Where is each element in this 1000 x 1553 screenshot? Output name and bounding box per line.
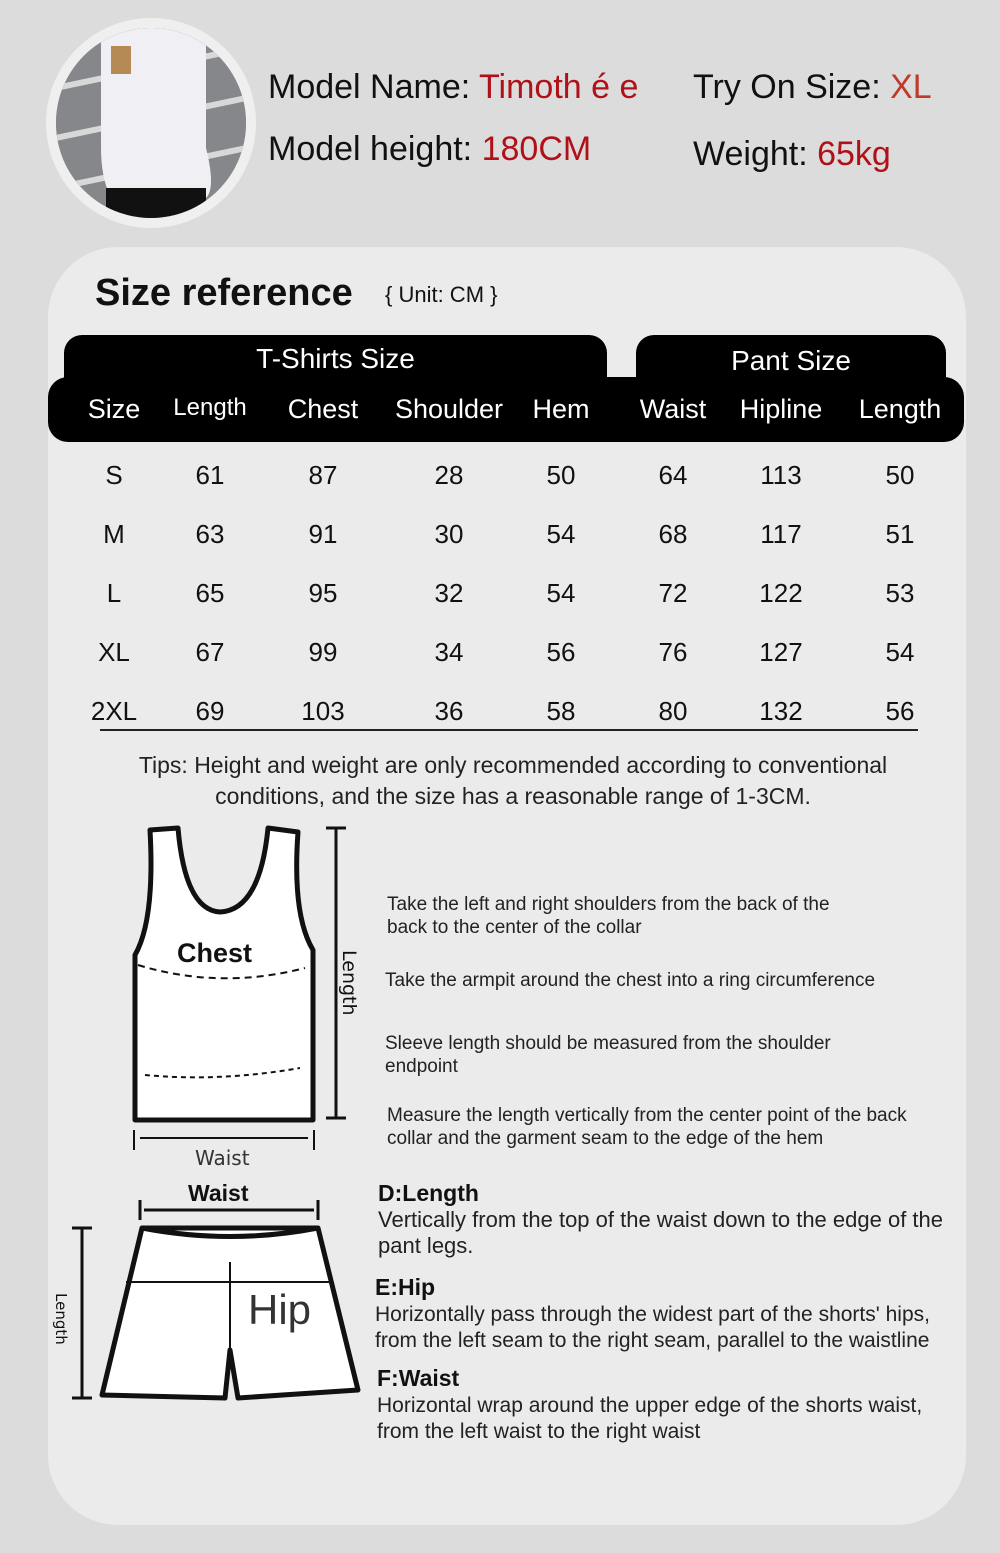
tips-text: Tips: Height and weight are only recommended according to conventional conditions, and the size has a reasonable range of 1-3CM. bbox=[138, 752, 888, 809]
value: 65kg bbox=[817, 135, 891, 173]
shorts-waist-label: Waist bbox=[188, 1180, 249, 1206]
table-cell: 72 bbox=[658, 578, 688, 608]
label: Model Name: bbox=[268, 68, 471, 106]
table-cell: L bbox=[106, 578, 122, 608]
table-cell: 76 bbox=[658, 637, 688, 667]
table-cell: 80 bbox=[658, 696, 688, 726]
table-cell: 127 bbox=[759, 637, 803, 667]
table-cell: 69 bbox=[195, 696, 225, 726]
table-cell: 99 bbox=[308, 637, 338, 667]
pant-group-header: Pant Size bbox=[636, 335, 946, 385]
note-length: Measure the length vertically from the center point of the back collar and the garment seam to the edge of the hem bbox=[387, 1105, 907, 1149]
table-cell: 65 bbox=[195, 578, 225, 608]
model-weight bbox=[693, 135, 891, 174]
note-chest: Take the armpit around the chest into a ring circumference bbox=[385, 970, 876, 991]
column-header: Length bbox=[858, 394, 942, 424]
note-sleeve: Sleeve length should be measured from the shoulder endpoint bbox=[385, 1033, 831, 1077]
shorts-diagram bbox=[60, 1190, 370, 1410]
column-header: Chest bbox=[287, 394, 359, 424]
length-label: Length bbox=[338, 950, 360, 1016]
table-cell: 28 bbox=[434, 460, 464, 490]
table-cell: 50 bbox=[885, 460, 915, 490]
section-title: Size reference bbox=[95, 272, 353, 314]
label: Try On Size: bbox=[693, 68, 881, 106]
table-cell: 54 bbox=[546, 578, 576, 608]
table-cell: 51 bbox=[885, 519, 915, 549]
table-cell: 58 bbox=[546, 696, 576, 726]
table-cell: 117 bbox=[760, 519, 802, 549]
model-name bbox=[268, 68, 638, 107]
table-cell: 36 bbox=[434, 696, 464, 726]
column-header: Length bbox=[173, 394, 247, 421]
table-cell: 63 bbox=[195, 519, 225, 549]
unit-label: { Unit: CM } bbox=[385, 282, 498, 307]
value: 180CM bbox=[481, 130, 592, 168]
table-cell: 132 bbox=[759, 696, 803, 726]
desc-title: E:Hip bbox=[375, 1274, 436, 1300]
hip-label: Hip bbox=[248, 1286, 312, 1333]
table-cell: XL bbox=[98, 637, 130, 667]
desc-title: F:Waist bbox=[377, 1365, 460, 1391]
shorts-length-label: Length bbox=[52, 1293, 70, 1345]
column-header: Waist bbox=[639, 394, 707, 424]
table-cell: M bbox=[103, 519, 125, 549]
table-cell: 34 bbox=[434, 637, 464, 667]
table-divider bbox=[100, 729, 918, 731]
table-cell: 56 bbox=[546, 637, 576, 667]
table-cell: 54 bbox=[546, 519, 576, 549]
value: XL bbox=[890, 68, 932, 106]
desc-text: Horizontally pass through the widest part of the shorts' hips, from the left seam to the right seam, parallel to the waistline bbox=[375, 1303, 930, 1352]
table-cell: 30 bbox=[434, 519, 464, 549]
tshirt-group-header: T-Shirts Size bbox=[64, 335, 607, 385]
table-cell: 122 bbox=[759, 578, 803, 608]
table-cell: 54 bbox=[885, 637, 915, 667]
column-header-row bbox=[48, 377, 964, 442]
table-cell: 50 bbox=[546, 460, 576, 490]
column-header: Size bbox=[87, 394, 141, 424]
desc-title: D:Length bbox=[378, 1180, 479, 1206]
table-cell: 2XL bbox=[90, 696, 138, 726]
chest-label: Chest bbox=[177, 938, 253, 968]
waist-label: Waist bbox=[195, 1146, 250, 1170]
label: Model height: bbox=[268, 130, 473, 168]
table-cell: 113 bbox=[760, 460, 802, 490]
note-shoulder: Take the left and right shoulders from the back of the back to the center of the collar bbox=[387, 894, 830, 938]
table-cell: 87 bbox=[308, 460, 338, 490]
table-cell: 67 bbox=[195, 637, 225, 667]
column-header: Shoulder bbox=[394, 394, 504, 424]
shorts-length-desc bbox=[378, 1180, 948, 1259]
desc-text: Horizontal wrap around the upper edge of the shorts waist, from the left waist to the right waist bbox=[377, 1394, 923, 1443]
desc-text: Vertically from the top of the waist down to the edge of the pant legs. bbox=[378, 1207, 943, 1258]
column-header: Hem bbox=[532, 394, 590, 424]
table-cell: 68 bbox=[658, 519, 688, 549]
value: Timoth é e bbox=[479, 68, 639, 106]
shorts-waist-desc bbox=[377, 1365, 967, 1445]
table-cell: S bbox=[105, 460, 123, 490]
shorts-hip-desc bbox=[375, 1274, 970, 1354]
table-cell: 53 bbox=[885, 578, 915, 608]
table-cell: 64 bbox=[658, 460, 688, 490]
table-cell: 95 bbox=[308, 578, 338, 608]
table-cell: 91 bbox=[308, 519, 338, 549]
model-photo bbox=[46, 18, 256, 228]
model-height bbox=[268, 130, 591, 169]
try-on-size bbox=[693, 68, 932, 107]
table-cell: 61 bbox=[195, 460, 225, 490]
label: Weight: bbox=[693, 135, 808, 173]
column-header: Hipline bbox=[739, 394, 823, 424]
table-cell: 103 bbox=[301, 696, 345, 726]
table-cell: 56 bbox=[885, 696, 915, 726]
table-cell: 32 bbox=[434, 578, 464, 608]
